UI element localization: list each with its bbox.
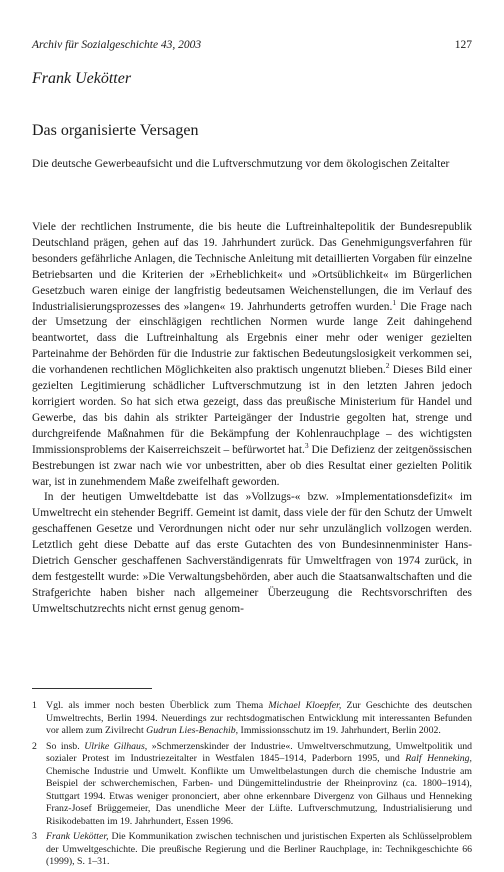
footnote-text: Chemische Industrie und Umwelt. Konflikte um Umweltbelastungen durch die chemische Industrie am Beispiel der schwerchemischen, Farben- und Düngemittelindustrie der Rheinprovinz (ca. 1800–1914), Stuttgart 1994. Etwas weniger prononciert, aber ohne erkennbare Divergenz von Gilhaus und Henneking Franz-Josef Brüggemeier, Das unendliche Meer der Lüfte. Luftverschmutzung, Industrialisierung und Risikodebatten im 19. Jahrhundert, Essen 1996.: [46, 765, 472, 827]
article-title: Das organisierte Versagen: [32, 122, 199, 139]
footnote-text: Immissionsschutz im 19. Jahrhundert, Berlin 2002.: [238, 725, 441, 736]
paragraph-1-part-b: Die Frage nach der Umsetzung der einschlägigen rechtlichen Normen wurde lange Zeit dahingehend beantwortet, dass die Luftreinhaltung als Ergebnis einer mehr oder weniger gezielten Parteinahme der Behörden für die Industrie zur faktischen Bedeutungslosigkeit verkommen sei, die vorhandenen rechtlichen Möglichkeiten also praktisch ungenutzt blieben.: [32, 300, 472, 377]
footnote-text: Zur Geschichte des deutschen Umweltrechts, Berlin 1994. Neuerdings zur rechtsdogmatischen Entwicklung mit interessanten Befunden vor allem zum Zivilrecht: [46, 700, 472, 736]
page-number: 127: [454, 39, 472, 51]
paper-page: [32, 0, 473, 867]
footnote-2: [32, 741, 472, 829]
journal-citation: Archiv für Sozialgeschichte 43, 2003: [32, 39, 202, 51]
footnote-author: Michael Kloepfer,: [268, 700, 342, 711]
footnote-1: [32, 700, 472, 738]
paragraph-2: In der heutigen Umweltdebatte ist das »Vollzugs-« bzw. »Implementationsdefizit« im Umweltrecht ein stehender Begriff. Gemeint ist damit, dass viele der für den Schutz der Umwelt geschaffenen Gesetze und Verordnungen nicht oder nur sehr unzulänglich vollzogen werden. Letztlich geht diese Debatte auf das erste Gutachten des von Bundesinnenminister Hans-Dietrich Genscher geschaffenen Sachverständigenrats für Umweltfragen von 1974 zurück, in dem festgestellt wurde: »Die Verwaltungsbehörden, aber auch die Staatsanwaltschaften und die Strafgerichte haben bisher nach allgemeiner Überzeugung die Rechtsvorschriften des Umweltschutzrechts nicht ernst genug genom-: [32, 491, 472, 615]
footnote-ref-2: 2: [385, 361, 390, 371]
author-name: Frank Uekötter: [32, 70, 132, 87]
footnote-text: Vgl. als immer noch besten Überblick zum Thema: [46, 700, 269, 711]
footnote-author: Gudrun Lies-Benachib,: [146, 725, 239, 736]
footnote-author: Ulrike Gilhaus,: [84, 740, 148, 752]
footnote-number: 1: [32, 700, 37, 711]
footnote-3: [32, 831, 472, 869]
footnote-text: »Schmerzenskinder der Industrie«. Umweltverschmutzung, Umweltpolitik und sozialer Protest im Industriezeitalter in Westfalen 1845–1914, Paderborn 1995, und: [46, 740, 473, 764]
footnote-author: Frank Uekötter,: [46, 831, 109, 842]
footnote-ref-3: 3: [304, 440, 309, 450]
paragraph-1-part-c: Dieses Bild einer gezielten Legitimierung schädlicher Luftverschmutzung ist in den letzten Jahren jedoch korrigiert worden. So hat sich etwa gezeigt, dass das preußische Ministerium für Handel und Gewerbe, das bis dahin als strikter Parteigänger der Industrie gegolten hat, strenge und durchgreifende Maßnahmen für die Bekämpfung der Kohlenrauchplage – des wichtigsten Immissionsproblems der Kaiserreichszeit – befürwortet hat.: [32, 364, 472, 456]
paragraph-1-part-a: Viele der rechtlichen Instrumente, die bis heute die Luftreinhaltepolitik der Bundesrepublik Deutschland prägen, gehen auf das 19. Jahrhundert zurück. Das Genehmigungsverfahren für besonders gefährliche Anlagen, die Technische Anleitung mit detaillierten Vorgaben für einzelne Betriebsarten und die Kriterien der »Erheblichkeit« und »Ortsüblichkeit« im Bürgerlichen Gesetzbuch waren einige der langfristig bedeutsamen Weichenstellungen, die im Verlauf des Industrialisierungsprozesses des »langen« 19. Jahrhunderts getroffen wurden.: [32, 221, 472, 313]
footnote-text: So insb.: [46, 740, 85, 752]
article-subtitle: Die deutsche Gewerbeaufsicht und die Luftverschmutzung vor dem ökologischen Zeitalter: [32, 158, 450, 170]
paragraph-1: [32, 220, 472, 490]
footnote-text: Die Kommunikation zwischen technischen und juristischen Experten als Schlüsselproblem der Umweltgeschichte. Die preußische Regierung und die Berliner Rauchplage, in: Technikgeschichte 66 (1999), S. 1–31.: [46, 831, 472, 867]
footnote-ref-1: 1: [392, 297, 397, 307]
footnote-number: 2: [32, 740, 37, 752]
footnote-divider: [32, 688, 152, 689]
paragraph-1-part-d: Die Defizienz der zeitgenössischen Bestrebungen ist zwar nach wie vor unbestritten, aber ob dies Resultat einer gezielten Politik war, ist in zunehmendem Maße zweifelhaft geworden.: [32, 443, 472, 488]
footnotes: [32, 700, 472, 872]
running-head: [32, 39, 472, 51]
footnote-author: Ralf Henneking,: [405, 753, 472, 764]
body-text: [32, 220, 472, 618]
footnote-number: 3: [32, 831, 37, 842]
